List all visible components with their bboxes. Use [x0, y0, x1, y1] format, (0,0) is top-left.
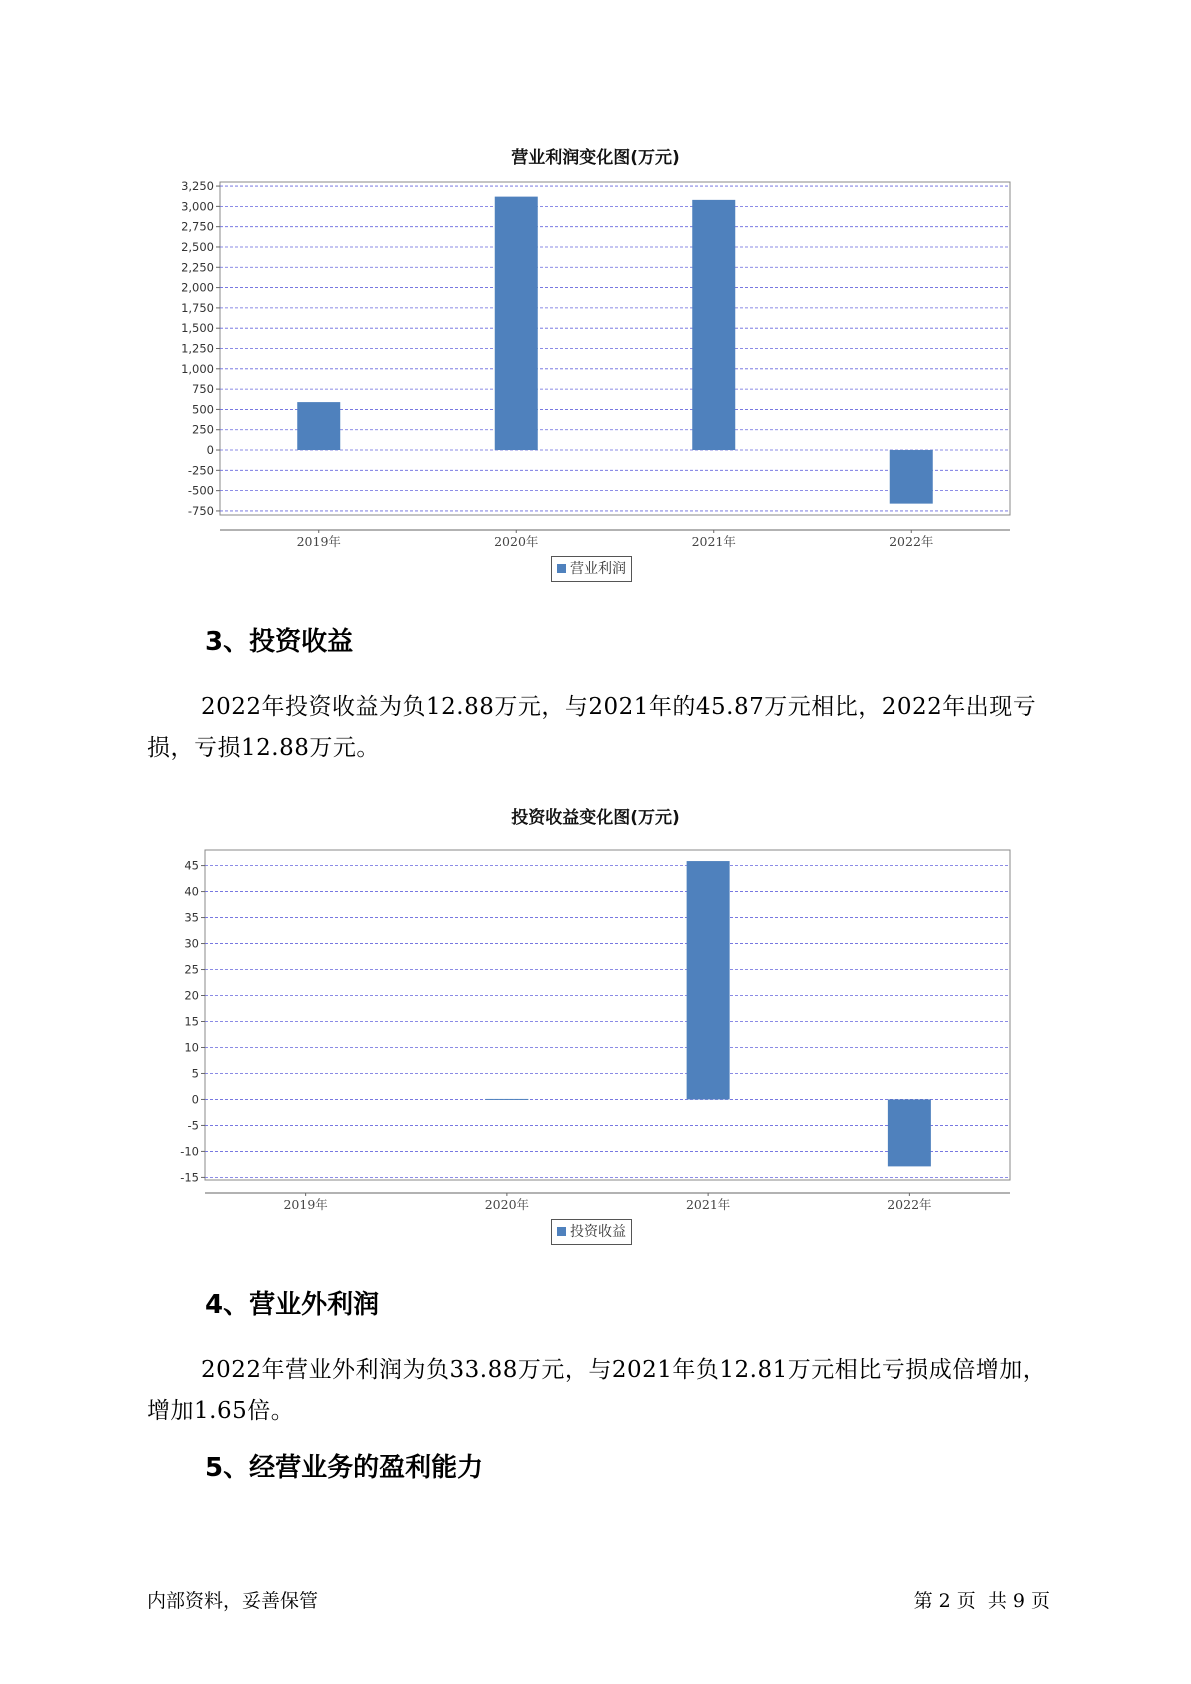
chart1-y-tick-label: 2,250 [181, 260, 214, 275]
chart2-bar-2021年 [687, 861, 730, 1099]
section3-heading: 3、投资收益 [205, 627, 354, 657]
chart1-y-tick-label: 2,750 [181, 219, 214, 234]
chart2-bar-2022年 [888, 1099, 931, 1166]
chart1-x-tick-label: 2020年 [494, 534, 539, 549]
chart1-y-tick-label: 3,250 [181, 179, 214, 194]
chart1-title: 营业利润变化图(万元) [511, 148, 680, 168]
section4-paragraph: 2022年营业外利润为负33.88万元，与2021年负12.81万元相比亏损成倍增加，增加1.65倍。 [147, 1357, 1047, 1424]
chart2-y-tick-label: 10 [184, 1040, 199, 1055]
chart1-plot [150, 172, 1020, 549]
chart1-bar-2021年 [692, 200, 735, 450]
legend-swatch [557, 1227, 566, 1236]
chart1-bar-2022年 [890, 450, 933, 504]
chart1-y-tick-label: 0 [206, 443, 214, 458]
section5-heading: 5、经营业务的盈利能力 [205, 1453, 484, 1483]
chart1-bar-2020年 [495, 197, 538, 450]
chart2-plot [150, 835, 1020, 1212]
section3-paragraph: 2022年投资收益为负12.88万元，与2021年的45.87万元相比，2022年出现亏损，亏损12.88万元。 [147, 694, 1037, 761]
chart2-y-tick-label: -5 [187, 1118, 199, 1133]
chart1-y-tick-label: -250 [187, 463, 214, 478]
chart1-legend-label: 营业利润 [570, 561, 626, 577]
chart1-y-tick-label: 3,000 [181, 199, 214, 214]
chart1-y-tick-label: 1,000 [181, 361, 214, 376]
chart1-y-tick-label: -750 [187, 503, 214, 518]
footer-page-number: 第 2 页 共 9 页 [913, 1590, 1050, 1612]
chart2-x-tick-label: 2021年 [685, 1197, 731, 1212]
chart1-bar-2019年 [297, 402, 340, 450]
chart2-bar-2020年 [485, 1099, 528, 1100]
chart2-y-tick-label: -10 [180, 1144, 199, 1159]
chart1-y-tick-label: 250 [192, 422, 214, 437]
chart1-legend [551, 556, 632, 582]
chart2-y-tick-label: 45 [184, 858, 199, 873]
chart1-y-tick-label: 1,750 [181, 300, 214, 315]
chart2-y-tick-label: 20 [184, 988, 199, 1003]
chart2-legend [551, 1219, 632, 1245]
chart1-y-tick-label: 500 [192, 402, 214, 417]
chart1-y-tick-label: -500 [187, 483, 214, 498]
chart2-y-tick-label: 30 [184, 936, 199, 951]
chart2-x-tick-label: 2022年 [887, 1197, 932, 1212]
chart2-x-tick-label: 2019年 [283, 1197, 328, 1212]
chart2-title: 投资收益变化图(万元) [511, 808, 680, 828]
chart1-x-tick-label: 2022年 [889, 534, 934, 549]
footer-confidential: 内部资料，妥善保管 [147, 1590, 319, 1612]
chart2-y-tick-label: -15 [180, 1170, 199, 1185]
chart1-y-tick-label: 2,500 [181, 239, 214, 254]
chart2-y-tick-label: 35 [184, 910, 199, 925]
chart1-x-tick-label: 2021年 [691, 534, 736, 549]
chart2-legend-label: 投资收益 [570, 1224, 626, 1240]
chart2-y-tick-label: 5 [191, 1066, 199, 1081]
chart1-y-tick-label: 2,000 [181, 280, 214, 295]
chart1-x-tick-label: 2019年 [296, 534, 341, 549]
legend-swatch [557, 564, 566, 573]
chart2-y-tick-label: 15 [184, 1014, 199, 1029]
chart1-y-tick-label: 1,250 [181, 341, 214, 356]
chart2-y-tick-label: 40 [184, 884, 199, 899]
chart2-y-tick-label: 0 [191, 1092, 199, 1107]
chart2-x-tick-label: 2020年 [484, 1197, 530, 1212]
chart2-y-tick-label: 25 [184, 962, 199, 977]
chart1-y-tick-label: 750 [192, 382, 214, 397]
chart1-y-tick-label: 1,500 [181, 321, 214, 336]
section4-heading: 4、营业外利润 [205, 1290, 380, 1320]
